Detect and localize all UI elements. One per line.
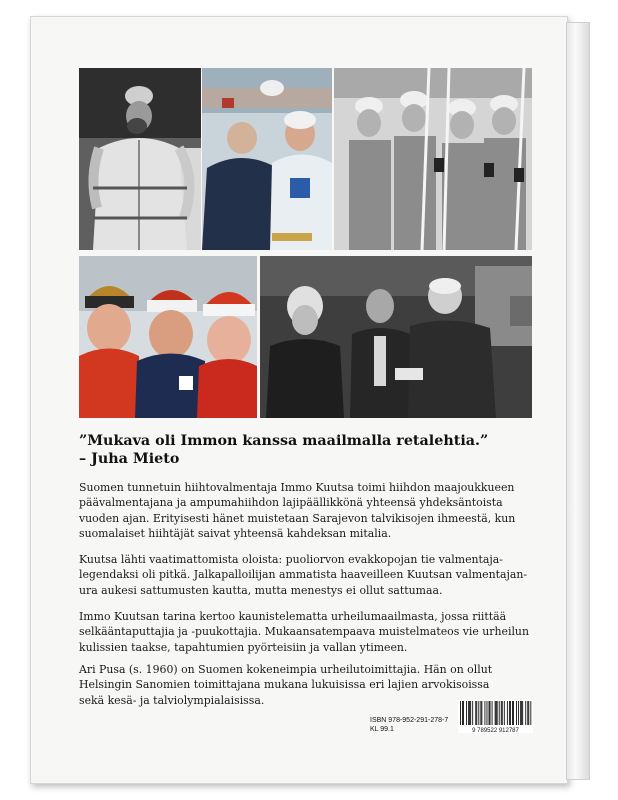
library-class: KL 99.1: [370, 726, 394, 733]
paragraph-background: Kuutsa lähti vaatimattomista oloista: puoliorvon evakkopojan tie valmentaja- legendaksi oli pitkä. Jalkapalloilijan ammatista haaveilleen Kuutsan valmentajan- ura aukesi sattumusten kautta, mutta menestys ei ollut sattumaa.: [79, 553, 528, 597]
barcode-bar: [509, 701, 510, 725]
barcode-bar: [478, 701, 479, 725]
barcode-bar: [466, 701, 467, 725]
barcode-bar: [481, 701, 482, 725]
quote-attribution: – Juha Mieto: [79, 451, 180, 467]
barcode-bar: [525, 701, 526, 725]
paragraph-intro: Suomen tunnetuin hiihtovalmentaja Immo Kuutsa toimi hiihdon maajoukkueen päävalmentajana ja ampumahiihdon lajipäällikkönä yhteensä yhdeksäntoista vuoden ajan. Erityisesti hänet muistetaan Sarajevon talvikisojen ihmeestä, kun suomalaiset hiihtäjät saivat yhteensä kahdeksan mitalia.: [79, 481, 516, 541]
barcode-bar: [528, 701, 529, 725]
barcode-bar: [502, 701, 503, 725]
barcode-bar: [468, 701, 469, 725]
barcode-bar: [510, 701, 511, 725]
paragraph-author: Ari Pusa (s. 1960) on Suomen kokeneimpia urheilutoimittajia. Hän on ollut Helsingin Sanomien toimittajana mukana lukuisissa eri lajien arvokisoissa sekä kesä- ja talviolympialaisissa.: [79, 663, 493, 707]
barcode-bar: [475, 701, 476, 725]
women-skiers-team-photo: [334, 68, 532, 250]
barcode-bar: [490, 701, 491, 725]
barcode-bar: [470, 701, 471, 725]
barcode-bar: [487, 701, 488, 725]
barcode-digits: 9 789522 912787: [472, 728, 519, 733]
barcode-bar: [469, 701, 470, 725]
barcode-bar: [480, 701, 481, 725]
coach-with-skier-photo: [202, 68, 332, 250]
barcode-bar: [472, 701, 473, 725]
isbn-number: ISBN 978-952-291-278-7: [370, 717, 449, 724]
skier-portrait-photo: [79, 68, 201, 250]
barcode-bar: [522, 701, 523, 725]
barcode-bar: [496, 701, 497, 725]
barcode-bar: [462, 701, 463, 725]
medal-ceremony-photo: [260, 256, 532, 418]
barcode-bar: [516, 701, 517, 725]
barcode-bar: [520, 701, 521, 725]
three-skiers-in-hats-photo: [79, 256, 257, 418]
barcode-bar: [501, 701, 502, 725]
barcode-bar: [530, 701, 531, 725]
barcode-bar: [521, 701, 522, 725]
barcode-bar: [489, 701, 490, 725]
barcode: [458, 700, 533, 733]
barcode-bar: [492, 701, 493, 725]
barcode-bar: [484, 701, 485, 725]
barcode-bar: [507, 701, 508, 725]
barcode-bar: [512, 701, 513, 725]
barcode-bar: [527, 701, 528, 725]
book-spine: [566, 22, 590, 780]
isbn-block: [370, 716, 470, 734]
barcode-bar: [495, 701, 496, 725]
quote-block: [79, 432, 549, 468]
barcode-bar: [504, 701, 505, 725]
barcode-bar: [497, 701, 498, 725]
barcode-bar: [476, 701, 477, 725]
barcode-bar: [460, 701, 461, 725]
quote-text: ”Mukava oli Immon kanssa maailmalla retalehtia.”: [79, 433, 489, 449]
paragraph-story: Immo Kuutsan tarina kertoo kaunistelematta urheilumaailmasta, jossa riittää selkääntaputtajia ja -puukottajia. Mukaansatempaava muistelmateos vie urheilun kulissien taakse, tapahtumien pyörteisiin ja vallan ytimeen.: [79, 610, 529, 654]
barcode-bar: [463, 701, 464, 725]
barcode-bar: [513, 701, 514, 725]
barcode-bar: [499, 701, 500, 725]
barcode-bar: [518, 701, 519, 725]
